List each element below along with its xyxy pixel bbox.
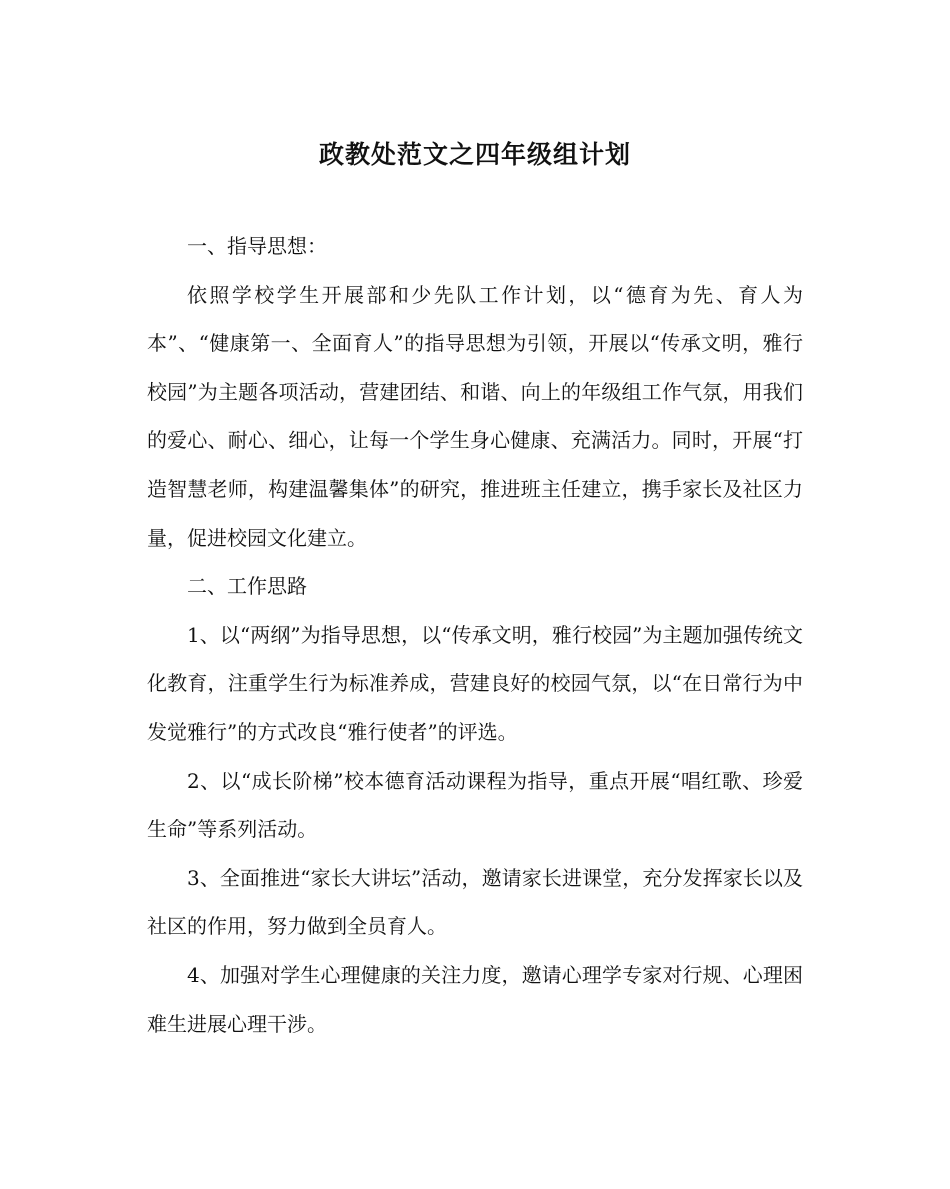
section-heading-guiding-ideology: 一、指导思想： xyxy=(187,234,327,258)
list-item-3: 3、全面推进“家长大讲坛”活动，邀请家长进课堂，充分发挥家长以及社区的作用，努力做到全员育人。 xyxy=(147,865,803,939)
list-item-1: 1、以“两纲”为指导思想，以“传承文明，雅行校园”为主题加强传统文化教育，注重学生行为标准养成，营建良好的校园气氛，以“在日常行为中发觉雅行”的方式改良“雅行使者”的评选。 xyxy=(147,622,803,744)
section-heading-work-ideas: 二、工作思路 xyxy=(187,574,307,599)
list-item-4: 4、加强对学生心理健康的关注力度，邀请心理学专家对行规、心理困难生进展心理干涉。 xyxy=(147,962,803,1036)
document-body xyxy=(147,222,803,1048)
list-item-2: 2、以“成长阶梯”校本德育活动课程为指导，重点开展“唱红歌、珍爱生命”等系列活动。 xyxy=(147,768,803,842)
paragraph-guiding-ideology: 依照学校学生开展部和少先队工作计划，以“德育为先、育人为本”、“健康第一、全面育人”的指导思想为引领，开展以“传承文明，雅行校园”为主题各项活动，营建团结、和谐、向上的年级组工作气氛，用我们的爱心、耐心、细心，让每一个学生身心健康、充满活力。同时，开展“打造智慧老师，构建温馨集体”的研究，推进班主任建立，携手家长及社区力量，促进校园文化建立。 xyxy=(147,282,803,550)
document-title: 政教处范文之四年级组计划 xyxy=(318,140,631,169)
